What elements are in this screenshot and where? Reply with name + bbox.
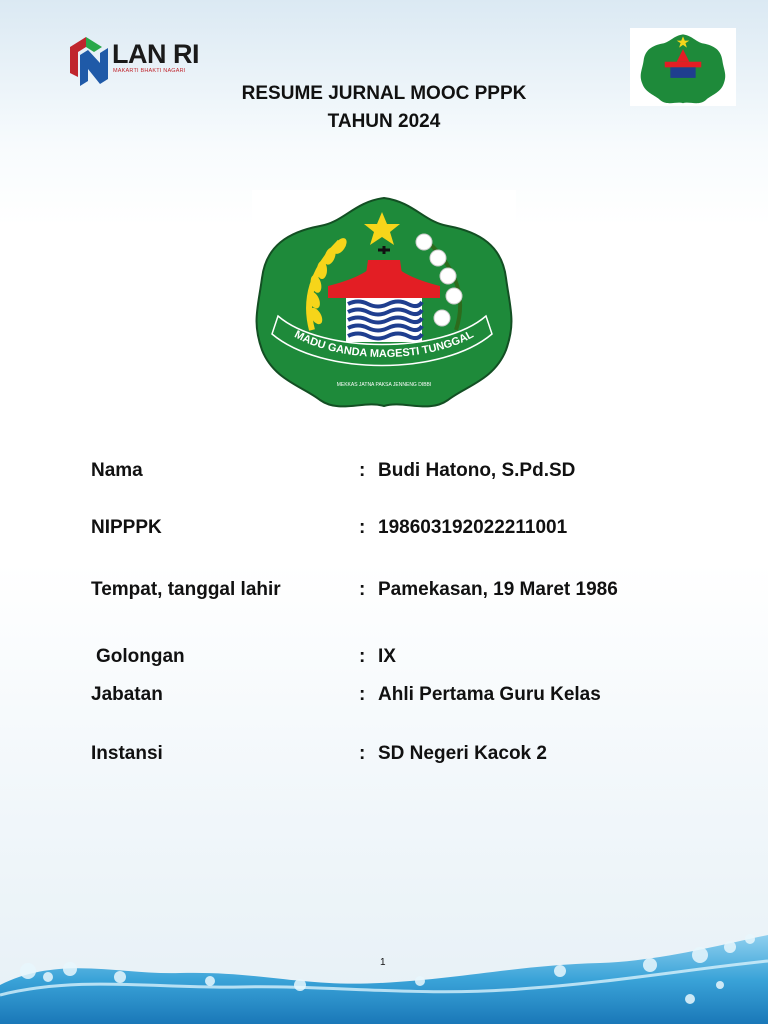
field-colon: : xyxy=(359,684,366,705)
title-line-1: RESUME JURNAL MOOC PPPK xyxy=(241,83,527,104)
field-label: Nama xyxy=(91,460,143,481)
field-colon: : xyxy=(359,743,366,764)
field-value: Ahli Pertama Guru Kelas xyxy=(378,684,601,705)
field-value: SD Negeri Kacok 2 xyxy=(378,743,547,764)
field-label: Golongan xyxy=(96,646,185,667)
field-row-nama xyxy=(0,460,768,488)
field-row-ttl xyxy=(0,579,768,607)
field-label: Tempat, tanggal lahir xyxy=(91,579,281,600)
title-line-2: TAHUN 2024 xyxy=(327,111,441,132)
field-row-instansi xyxy=(0,743,768,771)
field-row-jabatan xyxy=(0,684,768,712)
emblem-motto-text: MADU GANDA MAGESTI TUNGGAL xyxy=(292,328,476,361)
page-number: 1 xyxy=(380,957,386,968)
field-row-nipppk xyxy=(0,517,768,545)
field-colon: : xyxy=(359,517,366,538)
field-colon: : xyxy=(359,579,366,600)
field-label: Instansi xyxy=(91,743,163,764)
field-colon: : xyxy=(359,460,366,481)
field-label: Jabatan xyxy=(91,684,163,705)
emblem-sub-motto: MEKKAS JATNA PAKSA JENNENG DIBBI xyxy=(336,382,432,388)
water-wave-decoration xyxy=(0,925,768,1024)
field-label: NIPPPK xyxy=(91,517,162,538)
lan-logo-tagline: MAKARTI BHAKTI NAGARI xyxy=(113,68,186,74)
field-value: Pamekasan, 19 Maret 1986 xyxy=(378,579,618,600)
document-title xyxy=(0,80,768,136)
field-colon: : xyxy=(359,646,366,667)
field-value: 198603192022211001 xyxy=(378,517,568,538)
lan-logo-text: LAN RI xyxy=(112,39,199,69)
regency-emblem xyxy=(252,190,516,412)
field-row-golongan xyxy=(0,646,768,674)
field-value: Budi Hatono, S.Pd.SD xyxy=(378,460,576,481)
field-value: IX xyxy=(378,646,396,667)
